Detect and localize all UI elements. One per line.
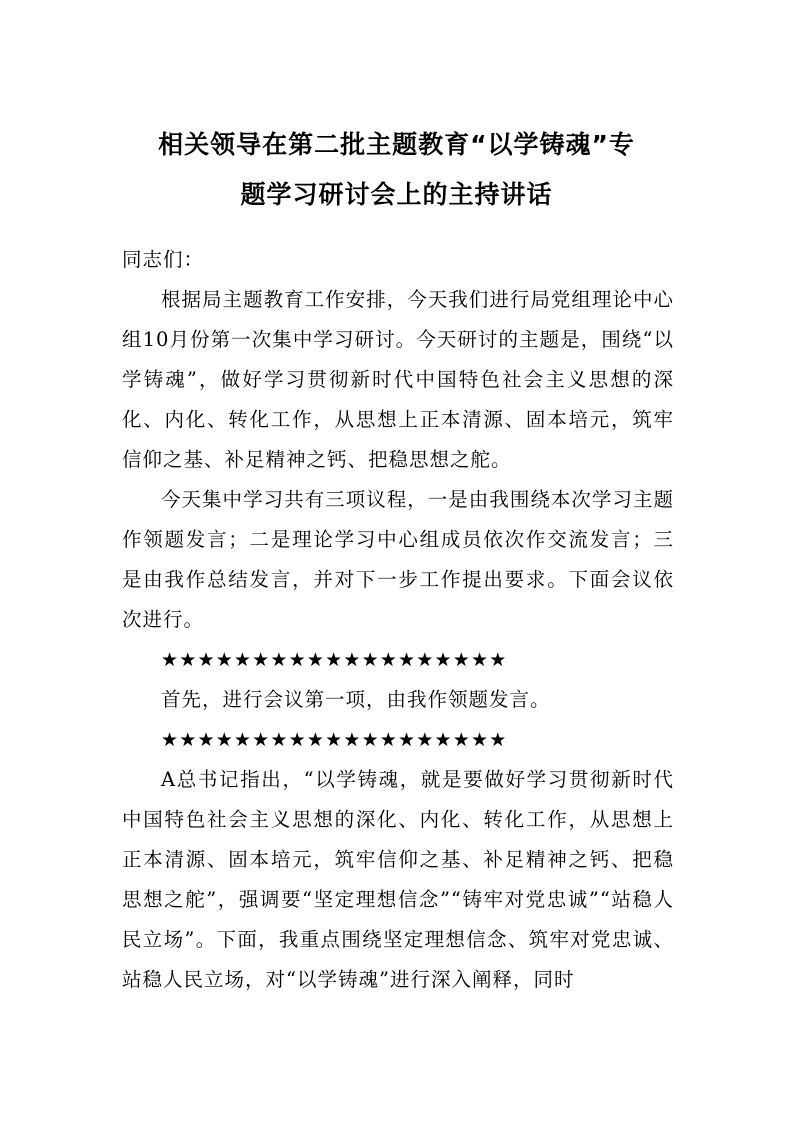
paragraph-quote: A总书记指出，“以学铸魂，就是要做好学习贯彻新时代中国特色社会主义思想的深化、内化、转化工作，从思想上正本清源、固本培元，筑牢信仰之基、补足精神之钙、把稳思想之舵”，强调要“坚定理想信念”“铸牢对党忠诚”“站稳人民立场”。下面，我重点围绕坚定理想信念、筑牢对党忠诚、站稳人民立场，对“以学铸魂”进行深入阐释，同时 [122,768,674,991]
document-title-line-1: 相关领导在第二批主题教育“以学铸魂”专 [158,130,635,159]
star-divider-1: ★★★★★★★★★★★★★★★★★★★ [161,649,508,671]
paragraph-agenda: 今天集中学习共有三项议程，一是由我围绕本次学习主题作领题发言；二是理论学习中心组成员依次作交流发言；三是由我作总结发言，并对下一步工作提出要求。下面会议依次进行。 [122,488,674,631]
agenda-item-first: 首先，进行会议第一项，由我作领题发言。 [161,688,551,711]
paragraph-intro: 根据局主题教育工作安排，今天我们进行局党组理论中心组10月份第一次集中学习研讨。今天研讨的主题是，围绕“以学铸魂”，做好学习贯彻新时代中国特色社会主义思想的深化、内化、转化工作，从思想上正本清源、固本培元，筑牢信仰之基、补足精神之钙、把稳思想之舵。 [122,288,674,471]
salutation: 同志们： [122,248,205,271]
document-title-line-2: 题学习研讨会上的主持讲话 [240,180,553,209]
star-divider-2: ★★★★★★★★★★★★★★★★★★★ [161,729,508,751]
